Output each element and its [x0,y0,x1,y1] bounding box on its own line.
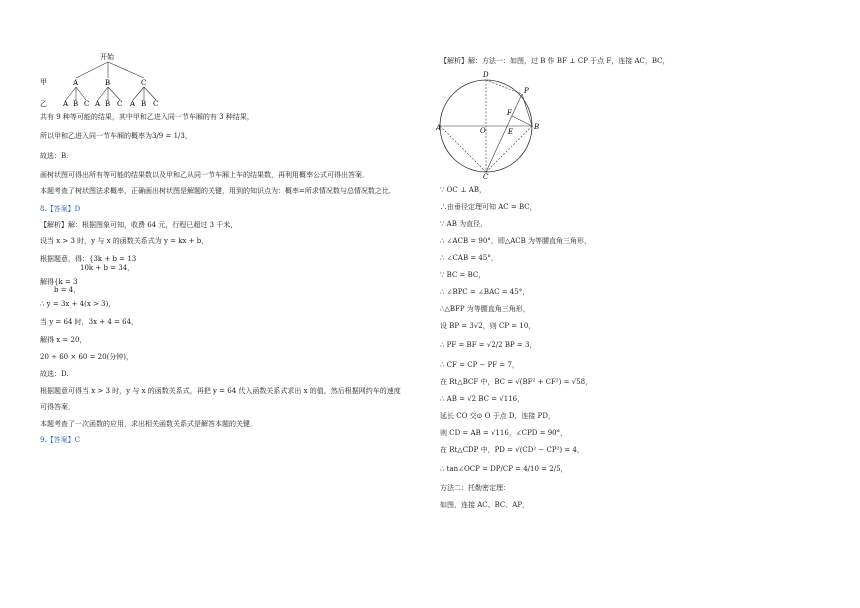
text-line: ∴ AB = √2 BC = √116， [440,395,525,403]
text-line: 本题考查了树状图法求概率，正确画出树状图是解题的关键，用到的知识点为：概率=所求情况数与总情况数之比． [40,187,396,195]
text-line: 故选：B. [40,152,69,160]
text-line: 根据题意可得当 x > 3 时，y 与 x 的函数关系式，再把 y = 64 代入函数关系式求出 x 的值，然后根据网约车的速度 [40,387,401,395]
tree-diagram [36,48,186,110]
text-line: ∴ y = 3x + 4(x > 3)， [40,300,116,308]
tree-row-jia: 甲 [40,78,47,86]
tree-node-l2: A [63,100,69,108]
tree-row-yi: 乙 [40,100,47,108]
text-line: 解得 x = 20， [40,336,87,344]
label-E: E [508,128,514,136]
tree-node-l2: C [153,100,159,108]
label-A: A [436,124,442,132]
tree-node-l2: A [95,100,101,108]
tree-node-l2: A [130,100,136,108]
tree-node-l1: B [105,79,111,87]
answer-heading: 8.【答案】D [40,205,81,213]
text-line: 延长 CO 交⊙ O 于点 D，连接 PD， [440,412,555,420]
text-line: 10k + b = 34， [80,264,135,272]
text-line: 在 Rt△CDP 中，PD = √(CD² − CP²) = 4， [440,446,584,454]
text-line: 20 ÷ 60 × 60 = 20(分钟)， [40,353,134,361]
text-line: 画树状图可得出所有等可能的结果数以及甲和乙从同一节车厢上车的结果数，再利用概率公式可得出答案． [40,171,369,179]
circle-geometry-figure [436,68,546,180]
text-line: ∴ ∠CAB = 45°， [440,254,498,262]
text-line: 在 Rt△BCF 中，BC = √(BF² + CF²) = √58， [440,378,593,386]
text-line: 设 BP = 3√2，则 CP = 10， [440,322,536,330]
text-line: 解得{k = 3 [40,278,78,286]
text-line: ∴ ∠ACB = 90°，即△ACB 为等腰直角三角形， [440,237,591,245]
text-line: 故选：D. [40,370,69,378]
tree-node-l1: C [141,79,147,87]
label-P: P [524,87,529,95]
text-line: 共有 9 种等可能的结果，其中甲和乙进入同一节车厢的有 3 种结果， [40,113,254,121]
tree-node-l2: B [141,100,147,108]
text-line: 则 CD = AB = √116，∠CPD = 90°， [440,429,568,437]
text-line: b = 4， [54,286,81,294]
text-line: ∴ PF = BF = √2/2 BP = 3， [440,341,537,349]
text-line: 所以甲和乙进入同一节车厢的概率为3/9 = 1/3， [40,132,192,140]
label-B: B [534,123,540,131]
text-line: ∵ BC = BC， [440,271,486,279]
text-line: 方法二：托勒密定理： [440,484,510,492]
text-line: 【解析】解：根据图象可知，收费 64 元，行程已超过 3 千米， [40,221,238,229]
tree-node-l2: C [117,100,123,108]
text-line: ∵ AB 为直径， [440,220,488,228]
text-line: ∴ ∠BPC = ∠BAC = 45°， [440,288,530,296]
text-line: ∴ CF = CP − PF = 7， [440,361,519,369]
analysis-heading: 【解析】解：方法一：如图，过 B 作 BF ⊥ CP 于点 F，连接 AC，BC， [440,57,670,65]
text-line: ∴△BFP 为等腰直角三角形， [440,305,530,313]
text-line: 可得答案． [40,403,75,411]
text-line: 当 y = 64 时，3x + 4 = 64， [40,318,139,326]
label-O: O [480,127,486,135]
answer-heading: 9.【答案】C [40,436,81,444]
label-C: C [483,173,489,180]
text-line: ∵ OC ⊥ AB， [440,186,487,194]
tree-node-l1: A [73,79,79,87]
text-line: 设当 x > 3 时，y 与 x 的函数关系式为 y = kx + b， [40,237,209,245]
label-F: F [507,109,512,117]
tree-node-l2: B [73,100,79,108]
label-D: D [483,71,489,79]
text-line: ∴ tan∠OCP = DP/CP = 4/10 = 2/5， [440,465,568,473]
text-line: 本题考查了一次函数的应用，求出相关函数关系式是解答本题的关键． [40,420,257,428]
text-line: ∴由垂径定理可知 AC = BC， [440,203,537,211]
tree-root: 开始 [100,53,114,61]
text-line: 根据题意，得：{3k + b = 13 [40,255,137,263]
text-line: 如图，连接 AC、BC、AP， [440,501,530,509]
tree-node-l2: C [84,100,90,108]
tree-node-l2: B [105,100,111,108]
